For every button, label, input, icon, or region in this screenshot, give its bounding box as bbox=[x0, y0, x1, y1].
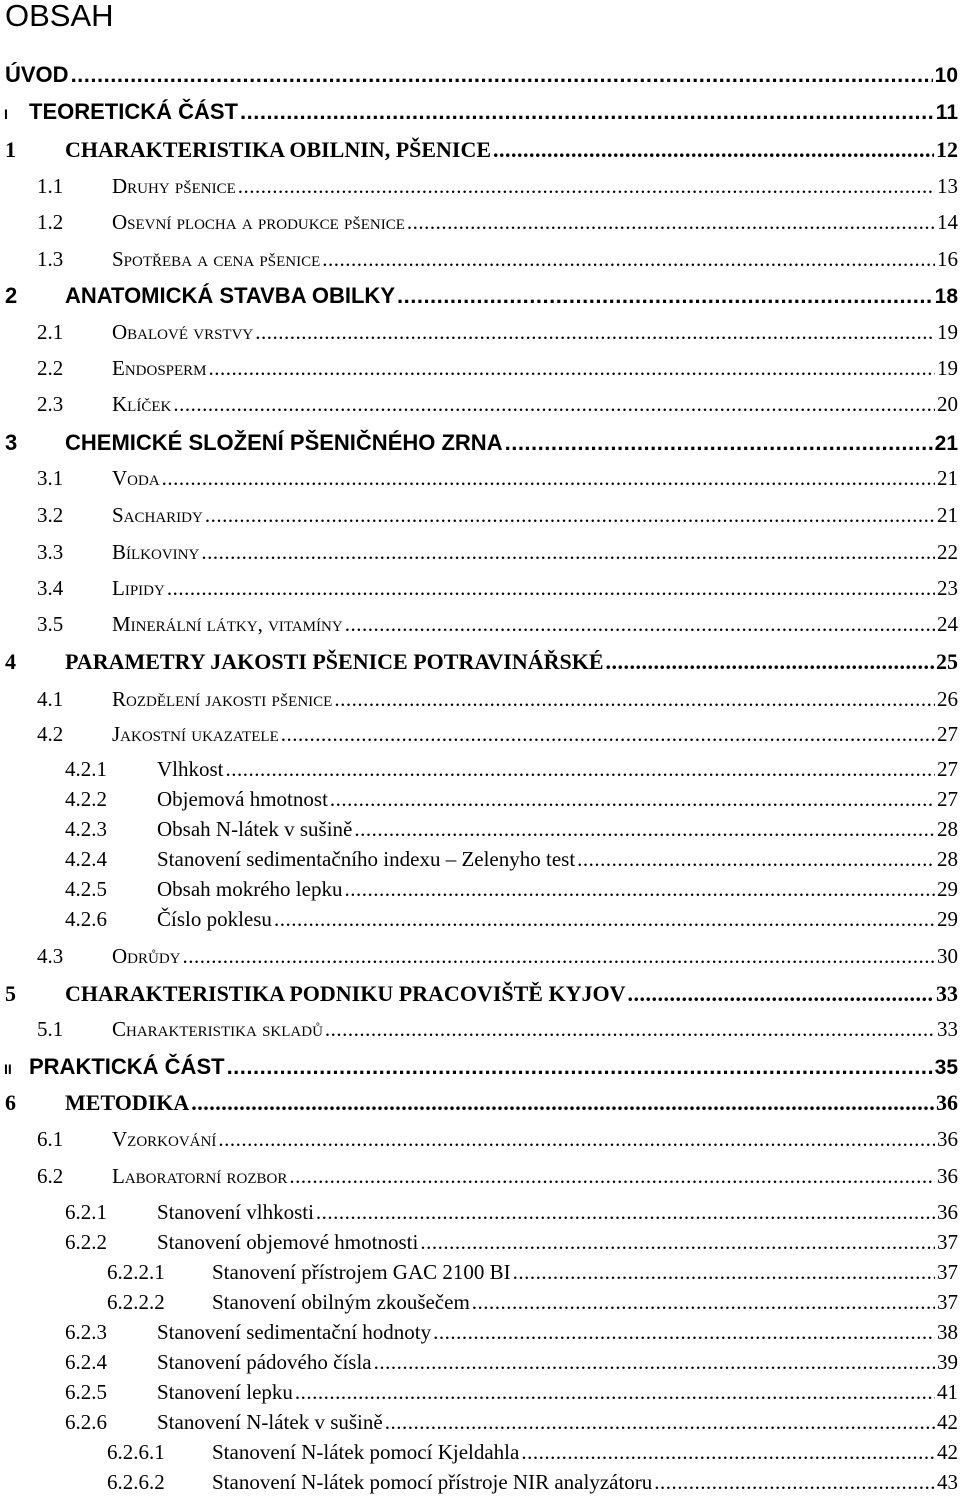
toc-entry-page-number: 21 bbox=[937, 466, 958, 490]
toc-entry-number: 3.3 bbox=[37, 540, 64, 564]
toc-entry-number: 6.2.1 bbox=[65, 1200, 107, 1224]
toc-entry-label: Stanovení N-látek v sušině bbox=[157, 1410, 383, 1434]
toc-entry-number: 2 bbox=[5, 283, 18, 308]
toc-entry-page-number: 27 bbox=[937, 722, 958, 746]
toc-entry-label: Číslo poklesu bbox=[157, 907, 272, 931]
toc-entry[interactable] bbox=[0, 981, 960, 1007]
toc-entry[interactable] bbox=[0, 787, 960, 812]
dot-leader bbox=[325, 1017, 935, 1042]
toc-entry[interactable] bbox=[0, 466, 960, 491]
toc-entry-number: 6 bbox=[5, 1090, 16, 1115]
toc-entry-page-number: 36 bbox=[936, 1090, 958, 1115]
toc-entry-page-number: 29 bbox=[937, 877, 958, 901]
toc-entry[interactable] bbox=[0, 1127, 960, 1152]
toc-entry-number: 4 bbox=[5, 649, 16, 674]
toc-entry-label: Klíček bbox=[112, 392, 172, 416]
toc-entry-label: Stanovení přístrojem GAC 2100 BI bbox=[212, 1260, 511, 1284]
toc-entry-number: 4.2.2 bbox=[65, 787, 107, 811]
dot-leader bbox=[627, 981, 934, 1007]
dot-leader bbox=[167, 576, 935, 601]
toc-entry-page-number: 39 bbox=[937, 1350, 958, 1374]
dot-leader bbox=[606, 649, 934, 675]
toc-entry-label: Stanovení obilným zkoušečem bbox=[212, 1290, 470, 1314]
dot-leader bbox=[316, 1200, 935, 1225]
toc-entry-number: 2.2 bbox=[37, 356, 64, 380]
dot-leader bbox=[577, 847, 935, 872]
toc-entry-number: 3.2 bbox=[37, 503, 64, 527]
toc-entry-number: 6.2.2.2 bbox=[107, 1290, 165, 1314]
toc-entry-label: Stanovení sedimentačního indexu – Zelenyho test bbox=[157, 847, 576, 871]
toc-entry-number: 4.2.4 bbox=[65, 847, 107, 871]
toc-entry-number: 2.3 bbox=[37, 392, 64, 416]
toc-entry-label: Objemová hmotnost bbox=[157, 787, 328, 811]
toc-entry-label: TEORETICKÁ ČÁST bbox=[29, 99, 238, 124]
toc-entry[interactable] bbox=[0, 1200, 960, 1225]
toc-entry-label: ÚVOD bbox=[5, 62, 69, 87]
toc-entry-label: Vlhkost bbox=[157, 757, 224, 781]
toc-entry[interactable] bbox=[0, 687, 960, 712]
toc-entry[interactable] bbox=[0, 210, 960, 235]
toc-entry[interactable] bbox=[0, 1054, 960, 1080]
toc-entry[interactable] bbox=[0, 1164, 960, 1189]
toc-entry-page-number: 20 bbox=[937, 392, 958, 416]
toc-entry-number: 3.4 bbox=[37, 576, 64, 600]
toc-entry[interactable] bbox=[0, 907, 960, 932]
toc-entry[interactable] bbox=[0, 392, 960, 417]
toc-entry-label: CHARAKTERISTIKA OBILNIN, PŠENICE bbox=[65, 137, 492, 162]
toc-entry[interactable] bbox=[0, 62, 960, 88]
toc-entry-page-number: 38 bbox=[937, 1320, 958, 1344]
dot-leader bbox=[407, 210, 935, 235]
toc-entry[interactable] bbox=[0, 757, 960, 782]
toc-entry-label: Stanovení N-látek pomocí přístroje NIR analyzátoru bbox=[212, 1470, 653, 1494]
toc-entry-page-number: 24 bbox=[937, 612, 958, 636]
toc-entry-label: Obsah N-látek v sušině bbox=[157, 817, 353, 841]
toc-entry-label: Stanovení sedimentační hodnoty bbox=[157, 1320, 432, 1344]
toc-entry-page-number: 16 bbox=[937, 247, 958, 271]
toc-entry-number: 6.2.4 bbox=[65, 1350, 107, 1374]
dot-leader bbox=[240, 99, 934, 125]
toc-entry-number: 4.2 bbox=[37, 722, 64, 746]
toc-entry[interactable] bbox=[0, 877, 960, 902]
toc-entry[interactable] bbox=[0, 137, 960, 163]
toc-entry-label: Vzorkování bbox=[112, 1127, 217, 1151]
dot-leader bbox=[191, 1090, 934, 1116]
toc-entry-label: Spotřeba a cena pšenice bbox=[112, 247, 321, 271]
toc-entry-page-number: 37 bbox=[937, 1230, 958, 1254]
toc-entry[interactable] bbox=[0, 1290, 960, 1315]
dot-leader bbox=[226, 757, 935, 782]
toc-entry-label: Stanovení objemové hmotnosti bbox=[157, 1230, 419, 1254]
toc-entry-page-number: 35 bbox=[934, 1056, 958, 1079]
dot-leader bbox=[71, 62, 933, 88]
dot-leader bbox=[505, 430, 933, 456]
toc-entry-number: 6.2.6.1 bbox=[107, 1440, 165, 1464]
dot-leader bbox=[205, 503, 935, 528]
dot-leader bbox=[173, 392, 935, 417]
toc-entry-label: Stanovení pádového čísla bbox=[157, 1350, 372, 1374]
dot-leader bbox=[322, 247, 935, 272]
toc-entry-number: 6.2.6.2 bbox=[107, 1470, 165, 1494]
dot-leader bbox=[218, 1127, 935, 1152]
toc-entry-label: Obalové vrstvy bbox=[112, 320, 254, 344]
toc-entry-page-number: 10 bbox=[934, 64, 958, 87]
toc-entry-page-number: 18 bbox=[934, 285, 958, 308]
toc-entry-label: Druhy pšenice bbox=[112, 174, 236, 198]
toc-entry-number: 1.2 bbox=[37, 210, 64, 234]
toc-entry-page-number: 13 bbox=[937, 174, 958, 198]
toc-entry-label: PRAKTICKÁ ČÁST bbox=[29, 1054, 225, 1079]
dot-leader bbox=[654, 1470, 935, 1495]
toc-entry-label: PARAMETRY JAKOSTI PŠENICE POTRAVINÁŘSKÉ bbox=[65, 649, 604, 674]
toc-entry-number: 3.5 bbox=[37, 612, 64, 636]
toc-entry-number: 6.2.2.1 bbox=[107, 1260, 165, 1284]
dot-leader bbox=[513, 1260, 935, 1285]
toc-entry-page-number: 19 bbox=[937, 356, 958, 380]
dot-leader bbox=[493, 137, 934, 163]
toc-entry-label: Minerální látky, vitamíny bbox=[112, 612, 343, 636]
toc-entry[interactable] bbox=[0, 847, 960, 872]
toc-entry-number: 1.1 bbox=[37, 174, 64, 198]
toc-entry-page-number: 30 bbox=[937, 944, 958, 968]
toc-entry-label: METODIKA bbox=[65, 1090, 190, 1115]
toc-entry[interactable] bbox=[0, 612, 960, 637]
toc-entry-page-number: 28 bbox=[937, 847, 958, 871]
toc-entry-page-number: 41 bbox=[937, 1380, 958, 1404]
toc-entry-label: Stanovení N-látek pomocí Kjeldahla bbox=[212, 1440, 520, 1464]
dot-leader bbox=[472, 1290, 935, 1315]
toc-entry-label: Stanovení lepku bbox=[157, 1380, 293, 1404]
toc-entry[interactable] bbox=[0, 1380, 960, 1405]
dot-leader bbox=[385, 1410, 935, 1435]
toc-entry-number: 1.3 bbox=[37, 247, 64, 271]
toc-entry-page-number: 37 bbox=[937, 1290, 958, 1314]
toc-entry[interactable] bbox=[0, 503, 960, 528]
dot-leader bbox=[289, 1164, 935, 1189]
toc-entry[interactable] bbox=[0, 722, 960, 747]
toc-entry-number: 6.2.2 bbox=[65, 1230, 107, 1254]
toc-entry-label: Endosperm bbox=[112, 356, 207, 380]
toc-entry-page-number: 25 bbox=[936, 649, 958, 674]
toc-entry-label: Stanovení vlhkosti bbox=[157, 1200, 314, 1224]
toc-entry-page-number: 42 bbox=[937, 1410, 958, 1434]
toc-entry[interactable] bbox=[0, 174, 960, 199]
toc-entry-label: Charakteristika skladů bbox=[112, 1017, 323, 1041]
dot-leader bbox=[209, 356, 935, 381]
toc-entry-label: Sacharidy bbox=[112, 503, 203, 527]
toc-entry[interactable] bbox=[0, 1017, 960, 1042]
dot-leader bbox=[255, 320, 935, 345]
toc-entry-number: 4.2.5 bbox=[65, 877, 107, 901]
toc-entry-number: 4.1 bbox=[37, 687, 64, 711]
toc-entry-page-number: 42 bbox=[937, 1440, 958, 1464]
toc-entry-page-number: 19 bbox=[937, 320, 958, 344]
toc-entry-number: 3.1 bbox=[37, 466, 64, 490]
toc-entry-page-number: 36 bbox=[937, 1164, 958, 1188]
toc-entry-page-number: 27 bbox=[937, 787, 958, 811]
toc-entry[interactable] bbox=[0, 649, 960, 675]
toc-entry-label: Voda bbox=[112, 466, 160, 490]
toc-entry-number: 6.2.6 bbox=[65, 1410, 107, 1434]
toc-entry-number: II bbox=[4, 1061, 12, 1077]
dot-leader bbox=[344, 877, 935, 902]
toc-entry[interactable] bbox=[0, 283, 960, 309]
toc-entry-label: Obsah mokrého lepku bbox=[157, 877, 343, 901]
dot-leader bbox=[274, 907, 935, 932]
toc-entry-label: CHARAKTERISTIKA PODNIKU PRACOVIŠTĚ KYJOV bbox=[65, 981, 626, 1006]
toc-entry-number: 1 bbox=[5, 137, 16, 162]
toc-entry[interactable] bbox=[0, 576, 960, 601]
toc-entry-number: 2.1 bbox=[37, 320, 64, 344]
toc-entry[interactable] bbox=[0, 817, 960, 842]
dot-leader bbox=[374, 1350, 935, 1375]
toc-entry-number: 6.2.5 bbox=[65, 1380, 107, 1404]
toc-entry-number: 6.2.3 bbox=[65, 1320, 107, 1344]
toc-entry-number: 6.1 bbox=[37, 1127, 64, 1151]
toc-entry-number: 5.1 bbox=[37, 1017, 64, 1041]
toc-entry-page-number: 11 bbox=[935, 101, 958, 124]
toc-entry-label: Jakostní ukazatele bbox=[112, 722, 279, 746]
toc-entry[interactable] bbox=[0, 1230, 960, 1255]
toc-entry-number: 5 bbox=[5, 981, 16, 1006]
toc-entry[interactable] bbox=[0, 1440, 960, 1465]
toc-entry-page-number: 43 bbox=[937, 1470, 958, 1494]
dot-leader bbox=[420, 1230, 935, 1255]
dot-leader bbox=[334, 687, 935, 712]
toc-entry-label: ANATOMICKÁ STAVBA OBILKY bbox=[65, 283, 395, 308]
dot-leader bbox=[183, 944, 935, 969]
toc-entry[interactable] bbox=[0, 1410, 960, 1435]
dot-leader bbox=[201, 540, 935, 565]
toc-entry-page-number: 36 bbox=[937, 1200, 958, 1224]
dot-leader bbox=[354, 817, 935, 842]
toc-entry-page-number: 21 bbox=[937, 503, 958, 527]
toc-entry-page-number: 33 bbox=[936, 981, 958, 1006]
toc-entry-label: Osevní plocha a produkce pšenice bbox=[112, 210, 405, 234]
toc-entry-number: 3 bbox=[5, 430, 18, 455]
toc-entry[interactable] bbox=[0, 356, 960, 381]
toc-entry-number: I bbox=[4, 106, 8, 122]
dot-leader bbox=[330, 787, 935, 812]
toc-entry-number: 4.2.3 bbox=[65, 817, 107, 841]
toc-entry[interactable] bbox=[0, 1470, 960, 1495]
toc-entry[interactable] bbox=[0, 540, 960, 565]
toc-entry-number: 4.3 bbox=[37, 944, 64, 968]
dot-leader bbox=[295, 1380, 935, 1405]
toc-entry-label: Bílkoviny bbox=[112, 540, 200, 564]
dot-leader bbox=[433, 1320, 935, 1345]
toc-entry[interactable] bbox=[0, 99, 960, 125]
toc-entry-page-number: 14 bbox=[937, 210, 958, 234]
toc-entry-label: Odrůdy bbox=[112, 944, 181, 968]
dot-leader bbox=[397, 283, 933, 309]
toc-entry-label: Lipidy bbox=[112, 576, 165, 600]
toc-entry-label: Laboratorní rozbor bbox=[112, 1164, 288, 1188]
toc-entry-page-number: 22 bbox=[937, 540, 958, 564]
toc-entry[interactable] bbox=[0, 247, 960, 272]
toc-entry-page-number: 23 bbox=[937, 576, 958, 600]
toc-entry-page-number: 21 bbox=[934, 432, 958, 455]
toc-entry[interactable] bbox=[0, 1090, 960, 1116]
dot-leader bbox=[227, 1054, 933, 1080]
toc-entry-number: 4.2.1 bbox=[65, 757, 107, 781]
dot-leader bbox=[521, 1440, 935, 1465]
toc-entry[interactable] bbox=[0, 430, 960, 456]
toc-entry-page-number: 36 bbox=[937, 1127, 958, 1151]
toc-entry-page-number: 27 bbox=[937, 757, 958, 781]
toc-entry[interactable] bbox=[0, 1350, 960, 1375]
toc-entry-page-number: 37 bbox=[937, 1260, 958, 1284]
toc-entry-page-number: 26 bbox=[937, 687, 958, 711]
toc-entry-page-number: 33 bbox=[937, 1017, 958, 1041]
dot-leader bbox=[281, 722, 935, 747]
toc-entry-label: CHEMICKÉ SLOŽENÍ PŠENIČNÉHO ZRNA bbox=[65, 430, 503, 455]
toc-entry-page-number: 29 bbox=[937, 907, 958, 931]
toc-entry[interactable] bbox=[0, 1320, 960, 1345]
page-title: OBSAH bbox=[5, 0, 114, 33]
toc-entry-label: Rozdělení jakosti pšenice bbox=[112, 687, 333, 711]
toc-entry[interactable] bbox=[0, 1260, 960, 1285]
toc-entry-page-number: 28 bbox=[937, 817, 958, 841]
toc-entry[interactable] bbox=[0, 320, 960, 345]
toc-entry-number: 4.2.6 bbox=[65, 907, 107, 931]
toc-entry-number: 6.2 bbox=[37, 1164, 64, 1188]
dot-leader bbox=[238, 174, 935, 199]
toc-entry-page-number: 12 bbox=[936, 137, 958, 162]
toc-entry[interactable] bbox=[0, 944, 960, 969]
dot-leader bbox=[162, 466, 935, 491]
dot-leader bbox=[345, 612, 935, 637]
